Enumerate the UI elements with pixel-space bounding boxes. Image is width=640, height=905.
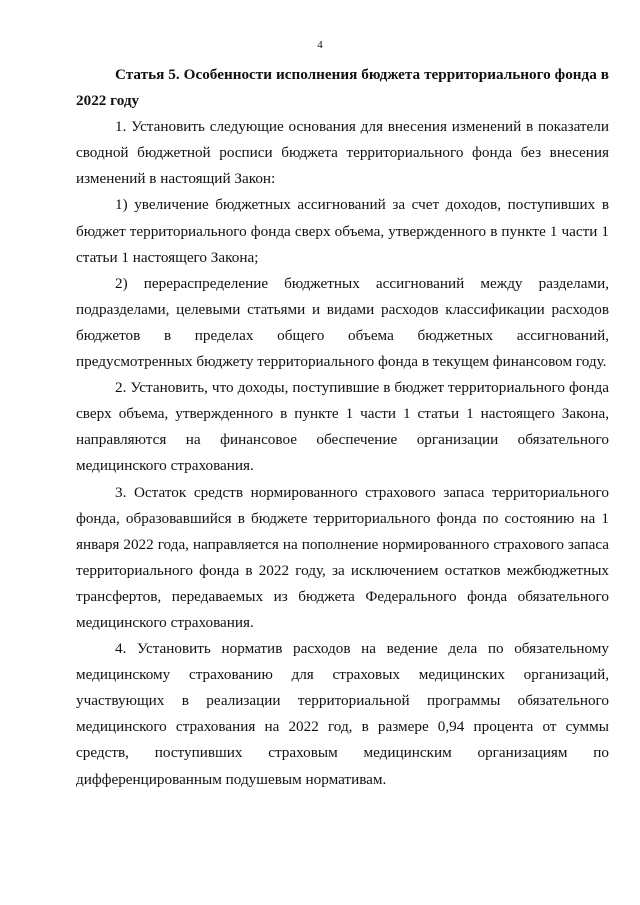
paragraph-1-item-1: 1) увеличение бюджетных ассигнований за счет доходов, поступивших в бюджет территориального фонда сверх объема, утвержденного в пункте 1 части 1 статьи 1 настоящего Закона; — [76, 196, 609, 266]
paragraph-3: 3. Остаток средств нормированного страхового запаса территориального фонда, образовавшийся в бюджете территориального фонда по состоянию на 1 января 2022 года, направляется на пополнение нормированного страхового запаса территориального фонда в 2022 году, за исключением остатков межбюджетных трансфертов, передаваемых из бюджета Федерального фонда обязательного медицинского страхования. — [76, 483, 609, 631]
paragraph-2: 2. Установить, что доходы, поступившие в бюджет территориального фонда сверх объема, утвержденного в пункте 1 части 1 статьи 1 настоящего Закона, направляются на финансовое обеспечение организации обязательного медицинского страхования. — [76, 379, 609, 475]
paragraph-1: 1. Установить следующие основания для внесения изменений в показатели сводной бюджетной росписи бюджета территориального фонда без внесения изменений в настоящий Закон: — [76, 118, 609, 188]
document-body — [76, 62, 609, 793]
page-number: 4 — [317, 39, 323, 51]
article-heading: Статья 5. Особенности исполнения бюджета территориального фонда в 2022 году — [76, 66, 609, 110]
paragraph-4: 4. Установить норматив расходов на ведение дела по обязательному медицинскому страхованию для страховых медицинских организаций, участвующих в реализации территориальной программы обязательного медицинского страхования на 2022 год, в размере 0,94 процента от суммы средств, поступивших страховым медицинским организациям по дифференцированным подушевым нормативам. — [76, 640, 609, 788]
paragraph-1-item-2: 2) перераспределение бюджетных ассигнований между разделами, подразделами, целевыми статьями и видами расходов классификации расходов бюджетов в пределах общего объема бюджетных ассигнований, предусмотренных бюджету территориального фонда в текущем финансовом году. — [76, 274, 609, 371]
